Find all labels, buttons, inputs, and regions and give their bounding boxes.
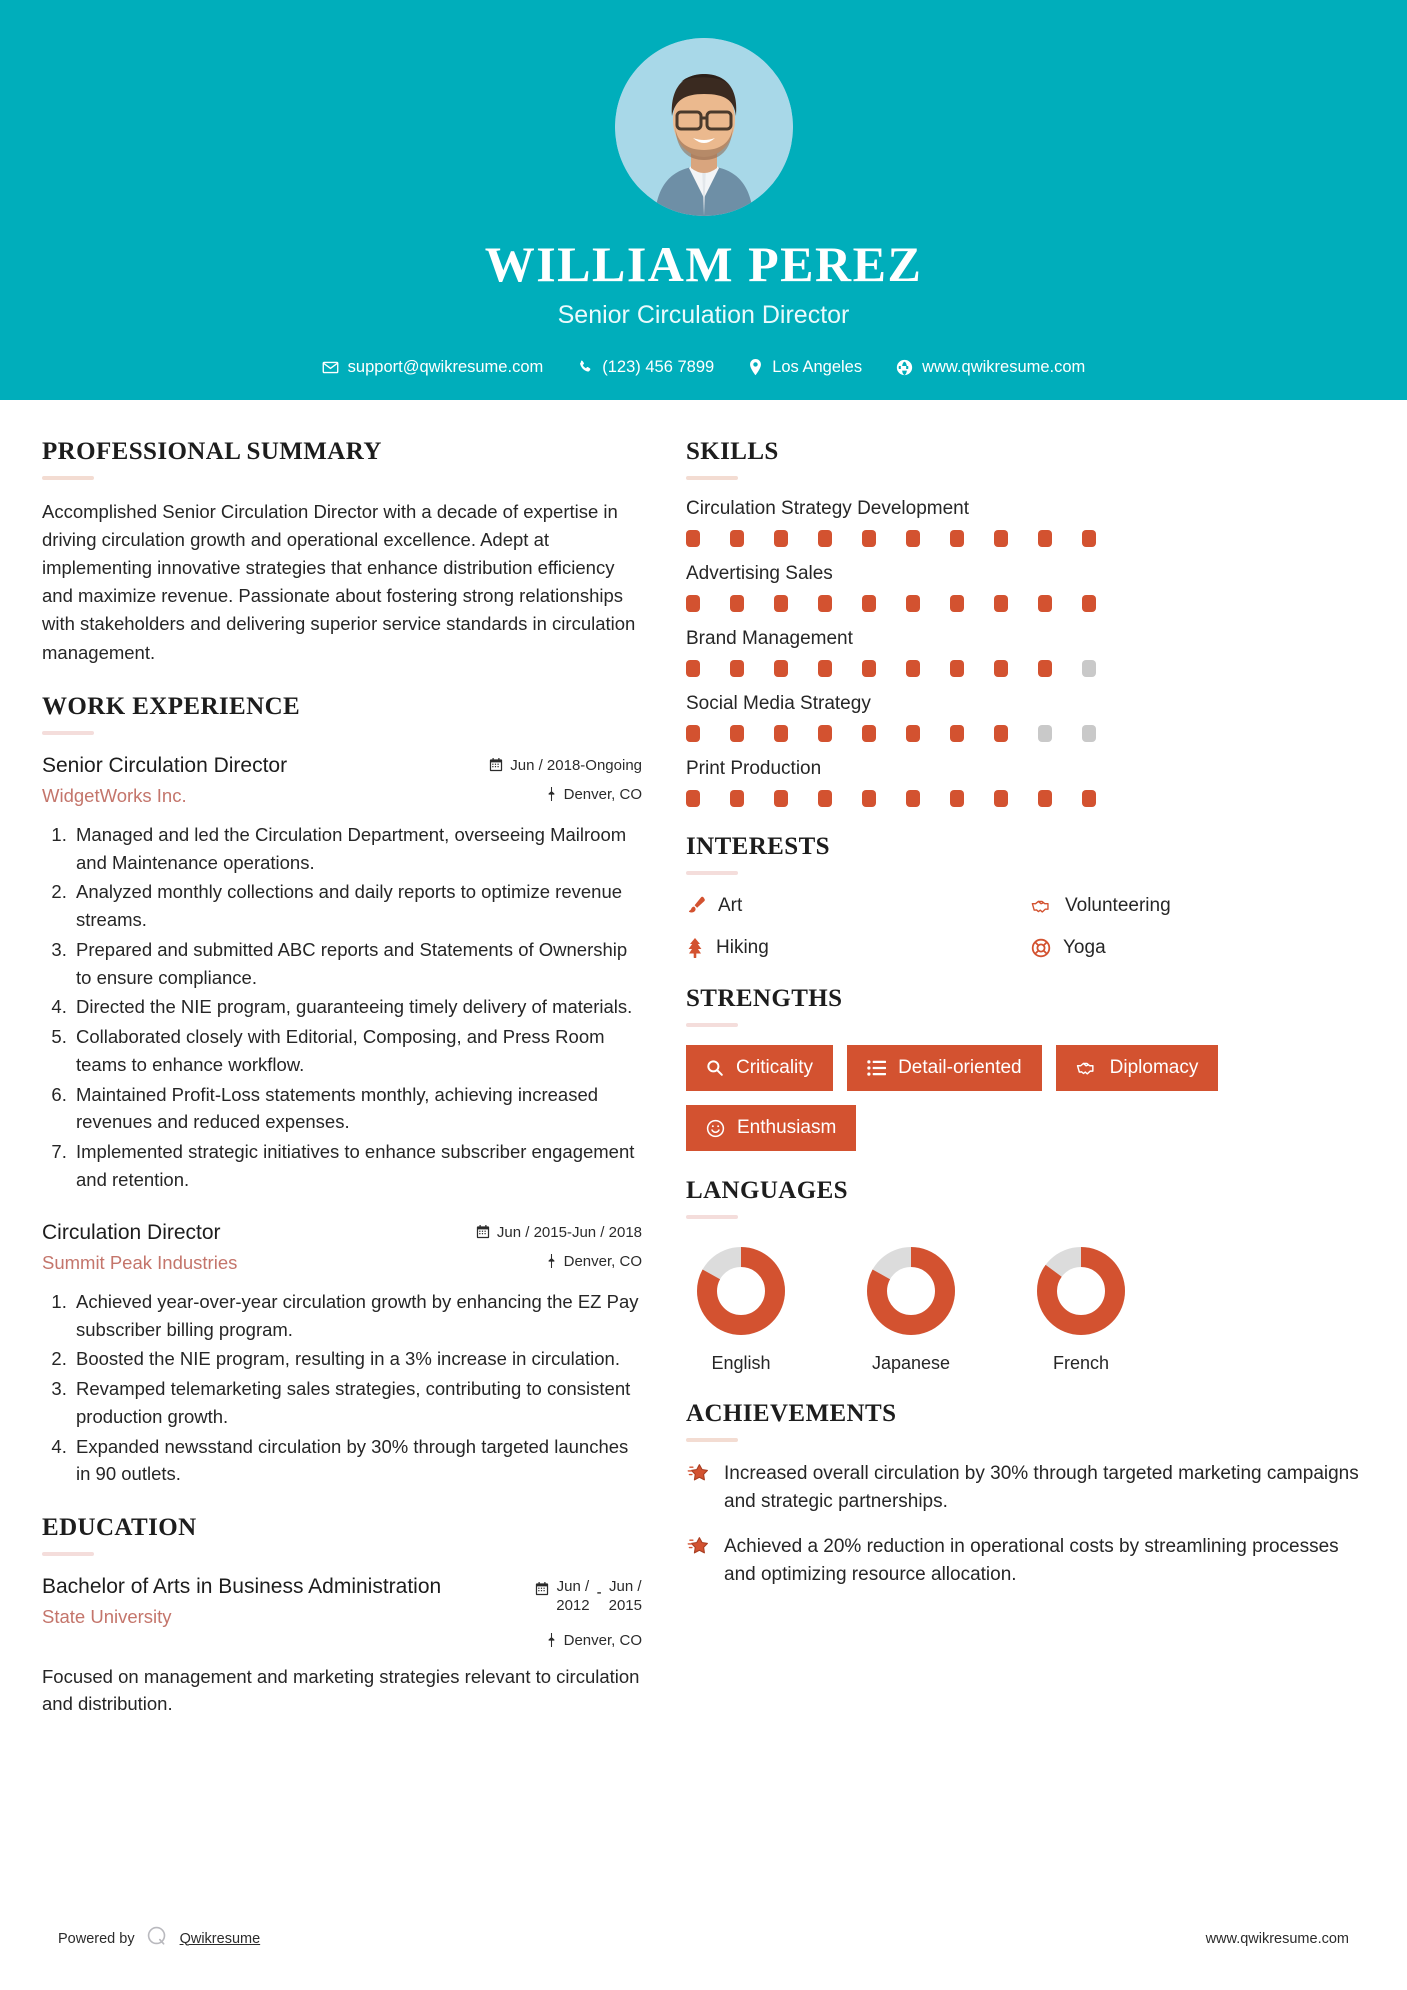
pin-icon xyxy=(546,1254,557,1268)
calendar-icon xyxy=(476,1225,490,1239)
skill-rating-dot xyxy=(818,595,832,612)
education-school: State University xyxy=(42,1606,172,1628)
contact-website[interactable] xyxy=(879,358,1102,377)
section-title-skills: SKILLS xyxy=(686,438,779,465)
skill-rating-dot xyxy=(818,660,832,677)
skill-rating xyxy=(686,660,1366,677)
work-entry xyxy=(42,1220,642,1489)
skill-rating-dot xyxy=(730,725,744,742)
skill-rating-dot xyxy=(906,660,920,677)
section-rule xyxy=(686,1438,738,1442)
globe-icon xyxy=(896,359,913,376)
interest-item xyxy=(1031,895,1366,917)
contact-phone-text: (123) 456 7899 xyxy=(602,357,715,376)
skill-rating-dot xyxy=(906,725,920,742)
contact-phone[interactable] xyxy=(560,358,731,377)
skill-rating-dot xyxy=(686,660,700,677)
work-bullet: 5. Collaborated closely with Editorial, Composing, and Press Room teams to enhance workflow. xyxy=(72,1023,642,1079)
skill-name: Print Production xyxy=(686,758,822,779)
section-work-experience xyxy=(42,693,642,1489)
skill-item xyxy=(686,758,1366,807)
education-start-year: 2012 xyxy=(556,1596,590,1614)
work-entry-header xyxy=(42,753,642,807)
skill-rating-dot xyxy=(818,530,832,547)
strength-label: Detail-oriented xyxy=(898,1057,1022,1078)
strength-chip-enthusiasm[interactable] xyxy=(686,1105,856,1151)
education-entry-meta xyxy=(535,1574,642,1649)
calendar-icon xyxy=(535,1578,549,1601)
work-organization: WidgetWorks Inc. xyxy=(42,784,187,806)
skill-rating-dot xyxy=(1082,530,1096,547)
star-icon xyxy=(686,1460,710,1515)
handshake-icon xyxy=(1076,1059,1098,1077)
work-bullet: 3. Prepared and submitted ABC reports and Statements of Ownership to ensure compliance. xyxy=(72,936,642,992)
skill-name: Advertising Sales xyxy=(686,563,833,584)
education-location xyxy=(535,1632,642,1649)
skill-rating-dot xyxy=(994,530,1008,547)
education-entry-left xyxy=(42,1574,535,1628)
interest-label: Art xyxy=(718,895,743,916)
contact-location[interactable] xyxy=(731,358,879,377)
section-achievements xyxy=(686,1400,1366,1588)
skill-rating xyxy=(686,725,1366,742)
strength-chip-diplomacy[interactable] xyxy=(1056,1045,1219,1091)
skill-rating-dot xyxy=(862,530,876,547)
education-dates xyxy=(535,1578,642,1616)
education-location-text: Denver, CO xyxy=(563,1631,642,1649)
skill-name: Circulation Strategy Development xyxy=(686,498,970,519)
contact-email-text: support@qwikresume.com xyxy=(347,357,544,376)
language-donut-chart xyxy=(1033,1243,1129,1339)
section-rule xyxy=(686,871,738,875)
education-end-month: Jun / xyxy=(609,1578,642,1596)
work-bullet: 1. Managed and led the Circulation Department, overseeing Mailroom and Maintenance operations. xyxy=(72,821,642,877)
skill-rating-dot xyxy=(994,660,1008,677)
skill-rating-dot xyxy=(994,595,1008,612)
interest-item xyxy=(1031,937,1366,959)
right-column xyxy=(686,400,1366,1614)
work-bullet: 1. Achieved year-over-year circulation growth by enhancing the EZ Pay subscriber billing program. xyxy=(72,1288,642,1344)
skill-rating-dot xyxy=(686,530,700,547)
section-rule xyxy=(42,731,94,735)
skill-rating-dot xyxy=(774,725,788,742)
skill-rating-dot xyxy=(686,595,700,612)
skill-rating-dot xyxy=(1038,790,1052,807)
skill-rating-dot xyxy=(950,790,964,807)
left-column xyxy=(42,400,642,1744)
skill-item xyxy=(686,628,1366,677)
skill-rating-dot xyxy=(994,725,1008,742)
languages-list xyxy=(686,1237,1366,1374)
skill-rating-dot xyxy=(730,790,744,807)
search-icon xyxy=(706,1059,724,1077)
work-location-text: Denver, CO xyxy=(563,785,642,803)
avatar-photo xyxy=(615,38,793,216)
education-end-year: 2015 xyxy=(608,1596,642,1614)
skill-rating-dot xyxy=(730,530,744,547)
footer-powered-by-label: Powered by xyxy=(58,1930,135,1947)
education-degree: Bachelor of Arts in Business Administration xyxy=(42,1575,442,1599)
skill-rating-dot xyxy=(950,595,964,612)
skill-rating-dot xyxy=(686,790,700,807)
skill-item xyxy=(686,563,1366,612)
skill-rating-dot xyxy=(1038,530,1052,547)
work-bullets xyxy=(42,1288,642,1488)
contact-email[interactable] xyxy=(305,358,561,377)
achievement-text: Achieved a 20% reduction in operational costs by streamlining processes and optimizing resource allocation. xyxy=(724,1536,1339,1585)
lifebuoy-icon xyxy=(1031,938,1051,958)
work-entry-meta xyxy=(476,1220,642,1270)
skill-rating-dot xyxy=(1082,725,1096,742)
skill-rating-dot xyxy=(774,595,788,612)
work-location-text: Denver, CO xyxy=(563,1252,642,1270)
avatar xyxy=(615,38,793,216)
education-end-date xyxy=(609,1578,642,1616)
language-donut-chart xyxy=(693,1243,789,1339)
skill-rating-dot xyxy=(862,790,876,807)
language-name: English xyxy=(711,1353,771,1373)
work-bullet: 2. Boosted the NIE program, resulting in a 3% increase in circulation. xyxy=(72,1345,642,1373)
location-pin-icon xyxy=(748,359,763,376)
skill-rating-dot xyxy=(1038,660,1052,677)
section-professional-summary xyxy=(42,438,642,667)
section-education xyxy=(42,1514,642,1718)
skill-rating-dot xyxy=(818,790,832,807)
section-title-strengths: STRENGTHS xyxy=(686,985,843,1012)
header-job-title: Senior Circulation Director xyxy=(557,300,850,329)
footer-website: www.qwikresume.com xyxy=(1205,1930,1349,1947)
skill-rating-dot xyxy=(862,595,876,612)
work-entry xyxy=(42,753,642,1194)
resume-body xyxy=(0,400,1407,1744)
phone-icon xyxy=(577,359,593,375)
skill-rating-dot xyxy=(862,660,876,677)
skill-rating-dot xyxy=(950,530,964,547)
star-icon xyxy=(686,1533,710,1588)
section-rule xyxy=(686,1215,738,1219)
envelope-icon xyxy=(322,359,339,376)
work-dates xyxy=(476,1224,642,1241)
skill-rating-dot xyxy=(1082,790,1096,807)
work-entry-left xyxy=(42,1220,476,1274)
interest-item xyxy=(686,895,1021,917)
work-bullet: 6. Maintained Profit-Loss statements monthly, achieving increased revenues and reduced expenses. xyxy=(72,1081,642,1137)
contact-location-text: Los Angeles xyxy=(772,357,863,376)
education-entry xyxy=(42,1574,642,1718)
language-name: French xyxy=(1052,1353,1110,1373)
strength-label: Diplomacy xyxy=(1109,1057,1199,1078)
work-dates-text: Jun / 2015-Jun / 2018 xyxy=(496,1223,642,1241)
section-rule xyxy=(42,1552,94,1556)
language-name: Japanese xyxy=(871,1353,951,1373)
skill-rating-dot xyxy=(730,595,744,612)
section-strengths xyxy=(686,985,1366,1151)
language-item xyxy=(1026,1243,1136,1374)
achievement-item xyxy=(686,1460,1366,1515)
summary-text: Accomplished Senior Circulation Director with a decade of expertise in driving circulation growth and operational excellence. Adept at implementing innovative strategies that enhance distribution efficiency and maximize revenue. Passionate about fostering strong relationships with stakeholders and delivering superior service standards in circulation management. xyxy=(42,501,636,663)
work-role: Senior Circulation Director xyxy=(42,753,288,777)
skill-rating xyxy=(686,530,1366,547)
section-skills xyxy=(686,438,1366,807)
footer-brand-link[interactable]: Qwikresume xyxy=(179,1930,261,1947)
interests-grid xyxy=(686,893,1366,959)
work-bullets xyxy=(42,821,642,1194)
skill-rating-dot xyxy=(950,660,964,677)
skills-list xyxy=(686,498,1366,807)
work-bullet: 4. Expanded newsstand circulation by 30% through targeted launches in 90 outlets. xyxy=(72,1433,642,1489)
strength-label: Criticality xyxy=(736,1057,814,1078)
work-entry-meta xyxy=(489,753,642,803)
section-interests xyxy=(686,833,1366,959)
section-title-languages: LANGUAGES xyxy=(686,1177,848,1204)
qwikresume-logo-icon xyxy=(146,1925,169,1952)
skill-rating-dot xyxy=(906,595,920,612)
skill-name: Social Media Strategy xyxy=(686,693,871,714)
language-item xyxy=(856,1243,966,1374)
section-title-interests: INTERESTS xyxy=(686,833,830,860)
work-location xyxy=(476,1253,642,1270)
skill-rating-dot xyxy=(686,725,700,742)
interest-item xyxy=(686,937,1021,959)
footer-brand xyxy=(58,1925,260,1952)
strength-chip-detail-oriented[interactable] xyxy=(847,1045,1042,1091)
skill-rating-dot xyxy=(862,725,876,742)
strength-label: Enthusiasm xyxy=(737,1117,837,1138)
education-description: Focused on management and marketing strategies relevant to circulation and distribution. xyxy=(42,1665,640,1715)
work-entry-header xyxy=(42,1220,642,1274)
skill-rating xyxy=(686,595,1366,612)
page-title: WILLIAM PEREZ xyxy=(484,236,923,292)
education-start-month: Jun / xyxy=(556,1578,590,1596)
strengths-list xyxy=(686,1045,1366,1151)
strength-chip-criticality[interactable] xyxy=(686,1045,833,1091)
section-title-education: EDUCATION xyxy=(42,1514,197,1542)
work-organization: Summit Peak Industries xyxy=(42,1251,238,1273)
work-entry-left xyxy=(42,753,489,807)
skill-rating xyxy=(686,790,1366,807)
contact-website-text: www.qwikresume.com xyxy=(922,357,1086,376)
language-donut-chart xyxy=(863,1243,959,1339)
skill-name: Brand Management xyxy=(686,628,853,649)
smiley-icon xyxy=(706,1119,725,1138)
skill-rating-dot xyxy=(906,790,920,807)
skill-rating-dot xyxy=(774,530,788,547)
footer xyxy=(0,1925,1407,1952)
section-rule xyxy=(42,476,94,480)
calendar-icon xyxy=(489,758,503,772)
section-title-achievements: ACHIEVEMENTS xyxy=(686,1400,897,1427)
paintbrush-icon xyxy=(686,896,706,916)
date-separator: - xyxy=(596,1584,602,1602)
work-dates xyxy=(489,757,642,774)
skill-item xyxy=(686,498,1366,547)
skill-rating-dot xyxy=(1038,595,1052,612)
work-location xyxy=(489,786,642,803)
tree-icon xyxy=(686,938,704,958)
skill-rating-dot xyxy=(1038,725,1052,742)
section-title-summary: PROFESSIONAL SUMMARY xyxy=(42,438,382,465)
work-bullet: 4. Directed the NIE program, guaranteeing timely delivery of materials. xyxy=(72,993,642,1021)
pin-icon xyxy=(546,1633,557,1647)
pin-icon xyxy=(546,787,557,801)
skill-rating-dot xyxy=(818,725,832,742)
work-dates-text: Jun / 2018-Ongoing xyxy=(510,756,642,774)
interest-label: Yoga xyxy=(1063,937,1106,958)
resume-header xyxy=(0,0,1407,400)
education-entry-header xyxy=(42,1574,642,1649)
skill-rating-dot xyxy=(1082,660,1096,677)
section-rule xyxy=(686,476,738,480)
interest-label: Volunteering xyxy=(1065,895,1171,916)
skill-item xyxy=(686,693,1366,742)
section-rule xyxy=(686,1023,738,1027)
interest-label: Hiking xyxy=(716,937,769,958)
skill-rating-dot xyxy=(906,530,920,547)
skill-rating-dot xyxy=(994,790,1008,807)
skill-rating-dot xyxy=(774,790,788,807)
contact-row xyxy=(305,358,1103,377)
education-start-date xyxy=(556,1578,589,1616)
work-bullet: 2. Analyzed monthly collections and daily reports to optimize revenue streams. xyxy=(72,878,642,934)
section-title-work: WORK EXPERIENCE xyxy=(42,692,301,720)
skill-rating-dot xyxy=(1082,595,1096,612)
list-icon xyxy=(867,1059,886,1077)
skill-rating-dot xyxy=(730,660,744,677)
achievement-text: Increased overall circulation by 30% through targeted marketing campaigns and strategic partnerships. xyxy=(724,1463,1359,1512)
work-bullet: 3. Revamped telemarketing sales strategies, contributing to consistent production growth. xyxy=(72,1375,642,1431)
handshake-icon xyxy=(1031,896,1053,916)
language-item xyxy=(686,1243,796,1374)
achievement-item xyxy=(686,1533,1366,1588)
work-role: Circulation Director xyxy=(42,1220,221,1244)
skill-rating-dot xyxy=(950,725,964,742)
work-bullet: 7. Implemented strategic initiatives to enhance subscriber engagement and retention. xyxy=(72,1138,642,1194)
skill-rating-dot xyxy=(774,660,788,677)
section-languages xyxy=(686,1177,1366,1374)
